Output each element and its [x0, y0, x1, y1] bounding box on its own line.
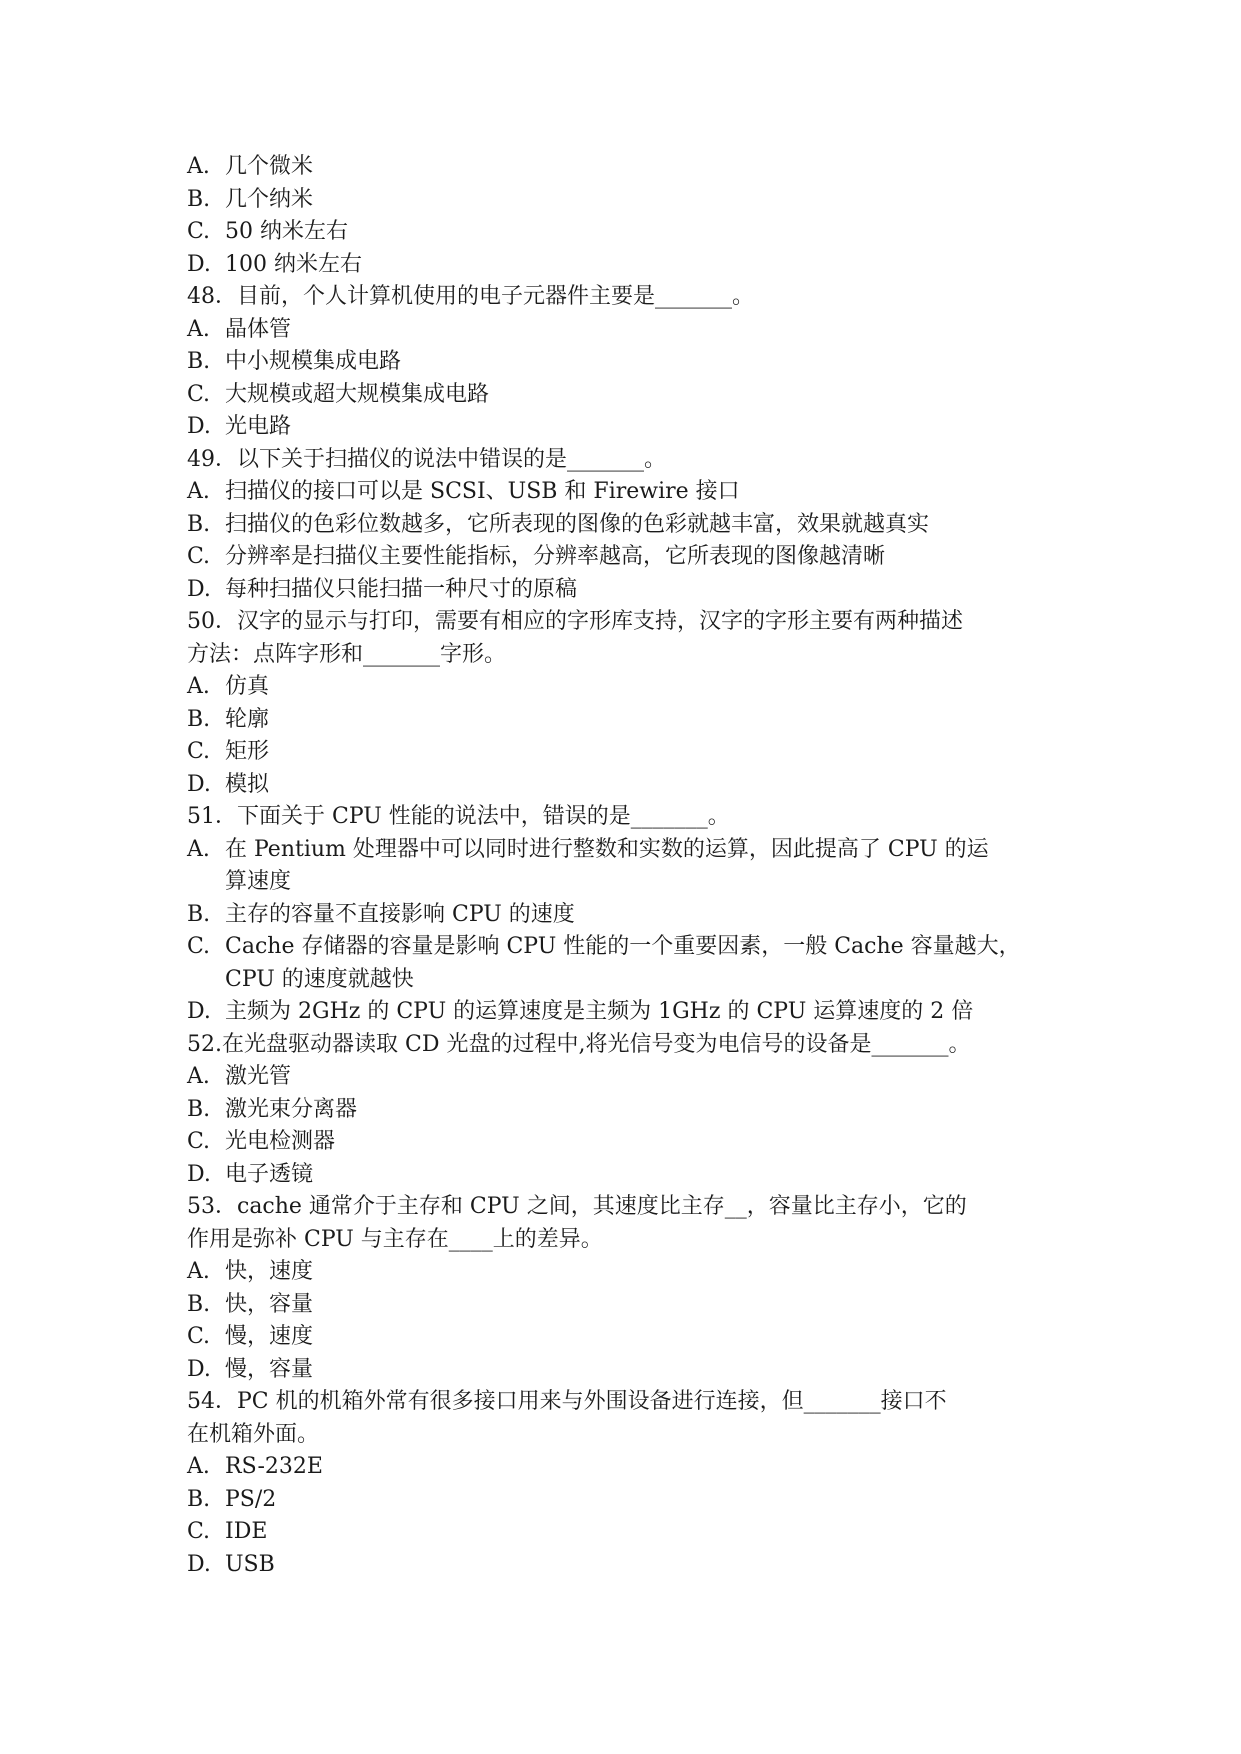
option-text: 激光管 — [225, 1064, 292, 1089]
option-text: 分辨率是扫描仪主要性能指标，分辨率越高，它所表现的图像越清晰 — [225, 544, 886, 569]
answer-option — [187, 379, 1067, 412]
option-key: C. — [187, 1129, 211, 1154]
option-key: A. — [187, 1259, 210, 1284]
question-text: 50．汉字的显示与打印，需要有相应的字形库支持，汉字的字形主要有两种描述 方法：点阵字形和_______字形。 — [187, 609, 963, 667]
answer-option — [187, 1126, 1067, 1159]
answer-option — [187, 1061, 1067, 1094]
option-text: 光电检测器 — [225, 1129, 336, 1154]
answer-option — [187, 314, 1067, 347]
option-key: D. — [187, 251, 211, 277]
option-key: B. — [187, 349, 211, 374]
option-text: 扫描仪的接口可以是 SCSI、USB 和 Firewire 接口 — [225, 479, 740, 504]
option-key: C. — [187, 934, 211, 959]
option-key: D. — [187, 576, 211, 602]
option-text: 中小规模集成电路 — [225, 349, 402, 374]
option-key: B. — [187, 901, 211, 927]
option-key: B. — [187, 1486, 211, 1512]
answer-option — [187, 541, 1067, 574]
answer-option — [187, 249, 1067, 282]
answer-option — [187, 346, 1067, 379]
option-text: 主频为 2GHz 的 CPU 的运算速度是主频为 1GHz 的 CPU 运算速度的 2 倍 — [225, 999, 974, 1024]
option-key: A. — [187, 1064, 210, 1089]
question-text: 51．下面关于 CPU 性能的说法中，错误的是_______。 — [187, 804, 730, 829]
option-text: 轮廓 — [225, 706, 270, 732]
option-text: 光电路 — [225, 414, 292, 439]
option-key: A. — [187, 316, 210, 342]
option-text: 晶体管 — [225, 316, 292, 342]
option-text: 几个微米 — [225, 154, 314, 179]
option-key: A. — [187, 154, 210, 179]
option-key: D. — [187, 1161, 211, 1187]
option-text: 大规模或超大规模集成电路 — [225, 381, 490, 407]
option-key: A. — [187, 479, 210, 504]
answer-option — [187, 769, 1067, 802]
answer-option — [187, 1321, 1067, 1354]
option-text: PS/2 — [225, 1486, 277, 1512]
option-text: 快，容量 — [225, 1291, 314, 1317]
question-text: 48．目前，个人计算机使用的电子元器件主要是_______。 — [187, 284, 754, 309]
answer-option — [187, 1516, 1067, 1549]
answer-option — [187, 671, 1067, 704]
option-key: B. — [187, 511, 211, 537]
question-text: 49．以下关于扫描仪的说法中错误的是_______。 — [187, 446, 666, 472]
option-key: D. — [187, 771, 211, 797]
answer-option — [187, 704, 1067, 737]
option-text: 激光束分离器 — [225, 1096, 358, 1122]
question-text: 54．PC 机的机箱外常有很多接口用来与外围设备进行连接，但_______接口不 在机箱外面。 — [187, 1389, 947, 1447]
option-text: 主存的容量不直接影响 CPU 的速度 — [225, 901, 575, 927]
answer-option — [187, 1354, 1067, 1387]
answer-option — [187, 476, 1067, 509]
option-text: Cache 存储器的容量是影响 CPU 性能的一个重要因素，一般 Cache 容量越大， CPU 的速度就越快 — [225, 934, 1021, 992]
option-key: B. — [187, 186, 211, 212]
answer-option — [187, 1094, 1067, 1127]
answer-option — [187, 216, 1067, 249]
option-text: USB — [225, 1551, 275, 1577]
option-key: D. — [187, 1551, 211, 1577]
option-key: C. — [187, 544, 211, 569]
option-text: 矩形 — [225, 739, 270, 764]
option-text: 仿真 — [225, 674, 270, 699]
option-text: 慢，容量 — [225, 1356, 314, 1382]
option-key: D. — [187, 1356, 211, 1382]
answer-option — [187, 1451, 1067, 1484]
option-key: D. — [187, 999, 211, 1024]
document-page — [187, 151, 1067, 1581]
option-key: B. — [187, 1291, 211, 1317]
option-text: 50 纳米左右 — [225, 219, 348, 244]
answer-option — [187, 1289, 1067, 1322]
option-text: 电子透镜 — [225, 1161, 314, 1187]
option-key: C. — [187, 1519, 211, 1544]
answer-option — [187, 834, 1067, 899]
answer-option — [187, 151, 1067, 184]
answer-option — [187, 411, 1067, 444]
option-key: C. — [187, 381, 211, 407]
answer-option — [187, 1484, 1067, 1517]
option-key: A. — [187, 1454, 210, 1479]
answer-option — [187, 736, 1067, 769]
option-text: 模拟 — [225, 771, 270, 797]
answer-option — [187, 184, 1067, 217]
option-key: C. — [187, 219, 211, 244]
option-key: A. — [187, 674, 210, 699]
option-key: B. — [187, 1096, 211, 1122]
option-text: RS-232E — [225, 1454, 323, 1479]
answer-option — [187, 509, 1067, 542]
question-text: 52.在光盘驱动器读取 CD 光盘的过程中,将光信号变为电信号的设备是_______。 — [187, 1031, 971, 1057]
answer-option — [187, 899, 1067, 932]
option-text: 慢，速度 — [225, 1324, 314, 1349]
answer-option — [187, 1256, 1067, 1289]
option-text: 快，速度 — [225, 1259, 314, 1284]
option-key: C. — [187, 1324, 211, 1349]
answer-option — [187, 574, 1067, 607]
option-key: B. — [187, 706, 211, 732]
option-text: IDE — [225, 1519, 268, 1544]
question-text: 53．cache 通常介于主存和 CPU 之间，其速度比主存__，容量比主存小，它的 作用是弥补 CPU 与主存在____上的差异。 — [187, 1194, 967, 1252]
option-text: 扫描仪的色彩位数越多，它所表现的图像的色彩就越丰富，效果就越真实 — [225, 511, 930, 537]
option-text: 每种扫描仪只能扫描一种尺寸的原稿 — [225, 576, 578, 602]
answer-option — [187, 996, 1067, 1029]
answer-option — [187, 931, 1067, 996]
option-key: C. — [187, 739, 211, 764]
option-text: 在 Pentium 处理器中可以同时进行整数和实数的运算，因此提高了 CPU 的运 算速度 — [225, 836, 989, 894]
answer-option — [187, 1549, 1067, 1582]
option-key: A. — [187, 836, 210, 862]
option-key: D. — [187, 414, 211, 439]
option-text: 100 纳米左右 — [225, 251, 362, 277]
answer-option — [187, 1159, 1067, 1192]
option-text: 几个纳米 — [225, 186, 314, 212]
